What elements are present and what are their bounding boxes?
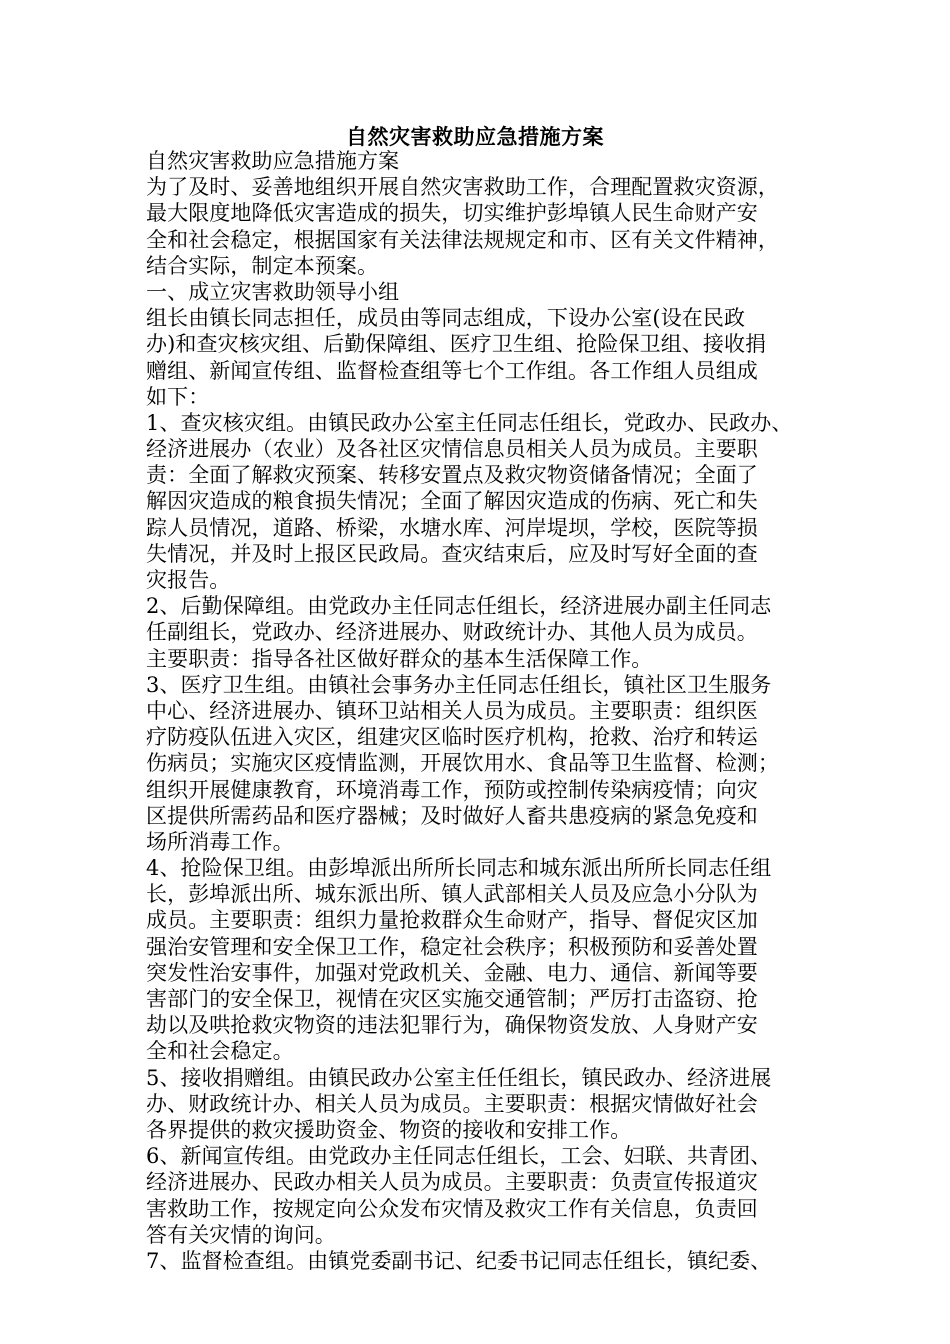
text-line: 7、监督检查组。由镇党委副书记、纪委书记同志任组长，镇纪委、	[146, 1248, 772, 1273]
text-line: 害部门的安全保卫，视情在灾区实施交通管制；严厉打击盗窃、抢	[146, 987, 758, 1011]
text-line: 突发性治安事件，加强对党政机关、金融、电力、通信、新闻等要	[146, 960, 758, 985]
text-line: 如下：	[146, 384, 210, 409]
text-line: 长，彭埠派出所、城东派出所、镇人武部相关人员及应急小分队为	[146, 882, 758, 907]
text-line: 害救助工作，按规定向公众发布灾情及救灾工作有关信息，负责回	[146, 1196, 758, 1221]
text-line: 解因灾造成的粮食损失情况；全面了解因灾造成的伤病、死亡和失	[146, 489, 758, 514]
text-line: 办)和查灾核灾组、后勤保障组、医疗卫生组、抢险保卫组、接收捐	[146, 332, 767, 357]
text-line: 踪人员情况，道路、桥梁，水塘水库、河岸堤坝，学校，医院等损	[146, 515, 758, 540]
text-line: 劫以及哄抢救灾物资的违法犯罪行为，确保物资发放、人身财产安	[146, 1013, 758, 1038]
text-line: 6、新闻宣传组。由党政办主任同志任组长，工会、妇联、共青团、	[146, 1144, 772, 1169]
text-line: 场所消毒工作。	[146, 829, 294, 854]
text-line: 办、财政统计办、相关人员为成员。主要职责：根据灾情做好社会	[146, 1091, 758, 1116]
text-line: 主要职责：指导各社区做好群众的基本生活保障工作。	[146, 646, 653, 671]
text-line: 4、抢险保卫组。由彭埠派出所所长同志和城东派出所所长同志任组	[146, 856, 772, 881]
text-line: 区提供所需药品和医疗器械；及时做好人畜共患疫病的紧急免疫和	[146, 803, 758, 828]
text-line: 最大限度地降低灾害造成的损失，切实维护彭埠镇人民生命财产安	[146, 201, 758, 226]
text-line: 伤病员；实施灾区疫情监测，开展饮用水、食品等卫生监督、检测；	[146, 751, 779, 776]
text-line: 经济进展办（农业）及各社区灾情信息员相关人员为成员。主要职	[146, 437, 758, 462]
text-line: 经济进展办、民政办相关人员为成员。主要职责：负责宣传报道灾	[146, 1170, 758, 1195]
text-line: 责：全面了解救灾预案、转移安置点及救灾物资储备情况；全面了	[146, 463, 758, 488]
text-line: 任副组长，党政办、经济进展办、财政统计办、其他人员为成员。	[146, 620, 758, 645]
text-line: 灾报告。	[146, 568, 231, 592]
text-line: 失情况，并及时上报区民政局。查灾结束后，应及时写好全面的查	[146, 541, 758, 566]
document-body	[146, 148, 826, 1274]
text-line: 赠组、新闻宣传组、监督检查组等七个工作组。各工作组人员组成	[146, 358, 758, 383]
text-line: 全和社会稳定。	[146, 1039, 294, 1064]
text-line: 自然灾害救助应急措施方案	[146, 149, 400, 173]
text-line: 强治安管理和安全保卫工作，稳定社会秩序；积极预防和妥善处置	[146, 934, 758, 959]
text-line: 2、后勤保障组。由党政办主任同志任组长，经济进展办副主任同志	[146, 594, 772, 619]
text-line: 结合实际，制定本预案。	[146, 253, 379, 278]
document-title: 自然灾害救助应急措施方案	[346, 124, 604, 149]
text-line: 中心、经济进展办、镇环卫站相关人员为成员。主要职责：组织医	[146, 698, 758, 723]
text-line: 成员。主要职责：组织力量抢救群众生命财产，指导、督促灾区加	[146, 908, 758, 933]
text-line: 组织开展健康教育，环境消毒工作，预防或控制传染病疫情；向灾	[146, 777, 758, 802]
text-line: 1、查灾核灾组。由镇民政办公室主任同志任组长，党政办、民政办、	[146, 410, 793, 435]
text-line: 3、医疗卫生组。由镇社会事务办主任同志任组长，镇社区卫生服务	[146, 672, 772, 697]
text-line: 5、接收捐赠组。由镇民政办公室主任任组长，镇民政办、经济进展	[146, 1065, 772, 1090]
text-line: 一、成立灾害救助领导小组	[146, 279, 400, 304]
text-line: 各界提供的救灾援助资金、物资的接收和安排工作。	[146, 1117, 632, 1142]
text-line: 全和社会稳定，根据国家有关法律法规规定和市、区有关文件精神，	[146, 227, 779, 252]
text-line: 为了及时、妥善地组织开展自然灾害救助工作，合理配置救灾资源，	[146, 175, 779, 200]
text-line: 答有关灾情的询问。	[146, 1222, 336, 1247]
text-line: 组长由镇长同志担任，成员由等同志组成，下设办公室(设在民政	[146, 306, 746, 331]
text-line: 疗防疫队伍进入灾区，组建灾区临时医疗机构，抢救、治疗和转运	[146, 725, 758, 750]
